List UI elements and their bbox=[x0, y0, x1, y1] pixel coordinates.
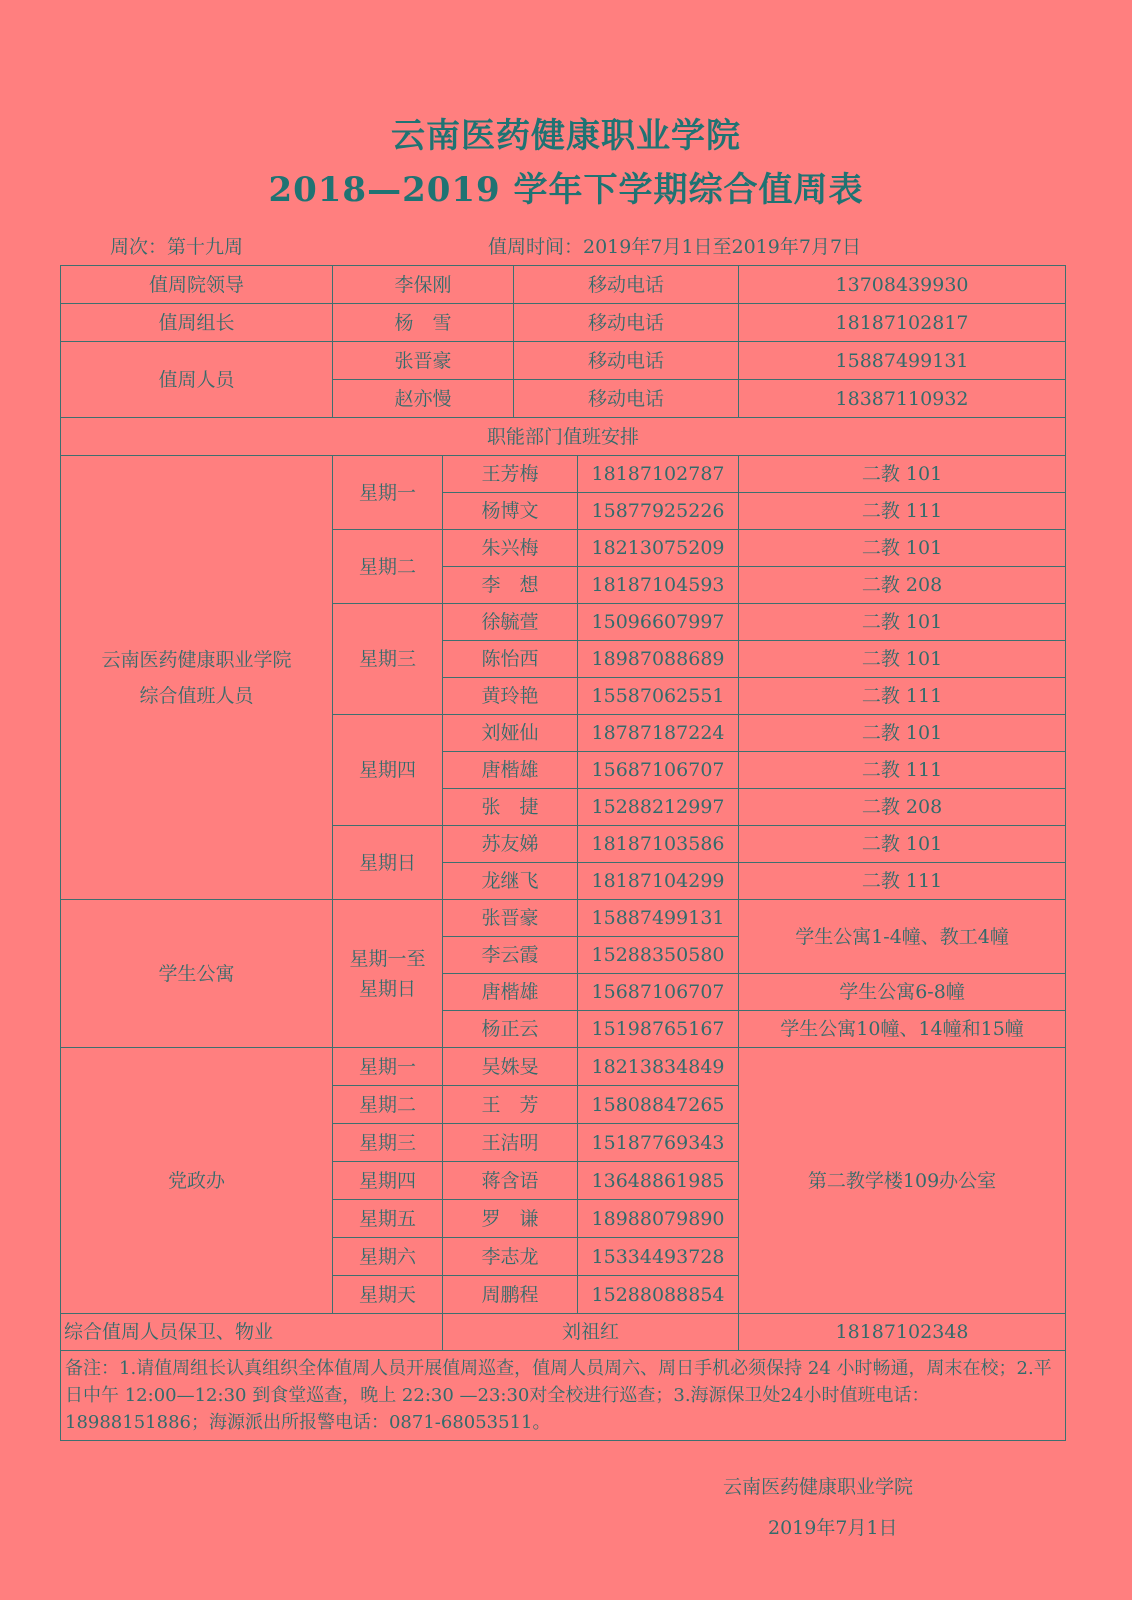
phone-cell: 13648861985 bbox=[578, 1162, 739, 1200]
staff-row bbox=[61, 342, 1066, 380]
room-cell: 二教 101 bbox=[739, 456, 1066, 493]
footer-organization: 云南医药健康职业学院 bbox=[723, 1476, 914, 1498]
staff-phone-label: 移动电话 bbox=[514, 342, 739, 380]
name-cell: 周鹏程 bbox=[443, 1276, 578, 1314]
name-cell: 张晋豪 bbox=[443, 900, 578, 937]
phone-cell: 15334493728 bbox=[578, 1238, 739, 1276]
phone-cell: 18187104299 bbox=[578, 863, 739, 900]
phone-cell: 18213834849 bbox=[578, 1048, 739, 1086]
phone-cell: 18987088689 bbox=[578, 641, 739, 678]
document-title: 云南医药健康职业学院 bbox=[391, 116, 741, 156]
room-cell: 二教 101 bbox=[739, 604, 1066, 641]
phone-cell: 18988079890 bbox=[578, 1200, 739, 1238]
phone-cell: 15687106707 bbox=[578, 752, 739, 789]
name-cell: 刘娅仙 bbox=[443, 715, 578, 752]
group-name: 杨 雪 bbox=[333, 304, 514, 342]
dorm-day-cell bbox=[333, 900, 443, 1048]
room-cell: 二教 208 bbox=[739, 567, 1066, 604]
phone-cell: 15288212997 bbox=[578, 789, 739, 826]
name-cell: 吴姝旻 bbox=[443, 1048, 578, 1086]
dorm-area-cell: 学生公寓6-8幢 bbox=[739, 974, 1066, 1011]
name-cell: 李志龙 bbox=[443, 1238, 578, 1276]
room-cell: 二教 101 bbox=[739, 715, 1066, 752]
phone-cell: 15587062551 bbox=[578, 678, 739, 715]
note-row bbox=[61, 1351, 1066, 1441]
room-cell: 二教 111 bbox=[739, 863, 1066, 900]
staff-phone-label: 移动电话 bbox=[514, 380, 739, 418]
day-cell: 星期一 bbox=[333, 456, 443, 530]
name-cell: 蒋含语 bbox=[443, 1162, 578, 1200]
section-header: 职能部门值班安排 bbox=[61, 418, 1066, 456]
table-row bbox=[61, 1048, 1066, 1086]
college-label-line2: 综合值班人员 bbox=[139, 684, 254, 707]
leader-label: 值周院领导 bbox=[61, 266, 333, 304]
day-cell: 星期一 bbox=[333, 1048, 443, 1086]
phone-cell: 15808847265 bbox=[578, 1086, 739, 1124]
name-cell: 唐楷雄 bbox=[443, 974, 578, 1011]
name-cell: 徐毓萱 bbox=[443, 604, 578, 641]
office-label: 党政办 bbox=[61, 1048, 333, 1314]
college-duty-label bbox=[61, 456, 333, 900]
staff-name: 张晋豪 bbox=[333, 342, 514, 380]
college-label-line1: 云南医药健康职业学院 bbox=[101, 648, 292, 671]
leader-phone: 13708439930 bbox=[739, 266, 1066, 304]
security-label: 综合值周人员保卫、物业 bbox=[61, 1314, 443, 1351]
day-cell: 星期三 bbox=[333, 604, 443, 715]
section-header-row bbox=[61, 418, 1066, 456]
dorm-day-line2: 星期日 bbox=[358, 977, 416, 1000]
name-cell: 杨博文 bbox=[443, 493, 578, 530]
phone-cell: 18187103586 bbox=[578, 826, 739, 863]
duty-schedule-table bbox=[60, 265, 1066, 1441]
leader-name: 李保刚 bbox=[333, 266, 514, 304]
name-cell: 杨正云 bbox=[443, 1011, 578, 1048]
staff-phone: 18387110932 bbox=[739, 380, 1066, 418]
leader-row bbox=[61, 266, 1066, 304]
footer-date: 2019年7月1日 bbox=[768, 1517, 898, 1539]
name-cell: 李云霞 bbox=[443, 937, 578, 974]
document-subtitle: 2018—2019 学年下学期综合值周表 bbox=[268, 170, 864, 210]
table-row bbox=[61, 900, 1066, 937]
day-cell: 星期四 bbox=[333, 715, 443, 826]
group-phone-label: 移动电话 bbox=[514, 304, 739, 342]
day-cell: 星期三 bbox=[333, 1124, 443, 1162]
dorm-day-line1: 星期一至 bbox=[349, 947, 426, 970]
table-row bbox=[61, 456, 1066, 493]
room-cell: 二教 101 bbox=[739, 641, 1066, 678]
week-label: 周次：第十九周 bbox=[110, 236, 244, 258]
room-cell: 二教 208 bbox=[739, 789, 1066, 826]
group-phone: 18187102817 bbox=[739, 304, 1066, 342]
day-cell: 星期二 bbox=[333, 1086, 443, 1124]
security-name: 刘祖红 bbox=[443, 1314, 739, 1351]
day-cell: 星期日 bbox=[333, 826, 443, 900]
day-cell: 星期二 bbox=[333, 530, 443, 604]
name-cell: 罗 谦 bbox=[443, 1200, 578, 1238]
day-cell: 星期六 bbox=[333, 1238, 443, 1276]
phone-cell: 18213075209 bbox=[578, 530, 739, 567]
phone-cell: 18187104593 bbox=[578, 567, 739, 604]
staff-label: 值周人员 bbox=[61, 342, 333, 418]
name-cell: 王洁明 bbox=[443, 1124, 578, 1162]
phone-cell: 15877925226 bbox=[578, 493, 739, 530]
staff-name: 赵亦慢 bbox=[333, 380, 514, 418]
note-text: 备注：1.请值周组长认真组织全体值周人员开展值周巡查，值周人员周六、周日手机必须保持 24 小时畅通，周末在校；2.平日中午 12:00—12:30 到食堂巡查，晚上 22:30 —23:30对全校进行巡查；3.海源保卫处24小时值班电话：18988151886；海源派出所报警电话：0871-68053511。 bbox=[61, 1351, 1066, 1441]
phone-cell: 15187769343 bbox=[578, 1124, 739, 1162]
phone-cell: 15198765167 bbox=[578, 1011, 739, 1048]
dorm-label: 学生公寓 bbox=[61, 900, 333, 1048]
leader-phone-label: 移动电话 bbox=[514, 266, 739, 304]
phone-cell: 15288088854 bbox=[578, 1276, 739, 1314]
name-cell: 王 芳 bbox=[443, 1086, 578, 1124]
security-row bbox=[61, 1314, 1066, 1351]
period-label: 值周时间：2019年7月1日至2019年7月7日 bbox=[488, 236, 862, 258]
name-cell: 苏友娣 bbox=[443, 826, 578, 863]
day-cell: 星期四 bbox=[333, 1162, 443, 1200]
phone-cell: 18787187224 bbox=[578, 715, 739, 752]
security-phone: 18187102348 bbox=[739, 1314, 1066, 1351]
name-cell: 黄玲艳 bbox=[443, 678, 578, 715]
dorm-area-cell: 学生公寓10幢、14幢和15幢 bbox=[739, 1011, 1066, 1048]
name-cell: 龙继飞 bbox=[443, 863, 578, 900]
name-cell: 唐楷雄 bbox=[443, 752, 578, 789]
day-cell: 星期天 bbox=[333, 1276, 443, 1314]
phone-cell: 18187102787 bbox=[578, 456, 739, 493]
name-cell: 李 想 bbox=[443, 567, 578, 604]
room-cell: 二教 101 bbox=[739, 826, 1066, 863]
phone-cell: 15687106707 bbox=[578, 974, 739, 1011]
room-cell: 二教 111 bbox=[739, 678, 1066, 715]
name-cell: 张 捷 bbox=[443, 789, 578, 826]
group-label: 值周组长 bbox=[61, 304, 333, 342]
group-leader-row bbox=[61, 304, 1066, 342]
phone-cell: 15096607997 bbox=[578, 604, 739, 641]
name-cell: 陈怡西 bbox=[443, 641, 578, 678]
room-cell: 二教 111 bbox=[739, 752, 1066, 789]
room-cell: 二教 111 bbox=[739, 493, 1066, 530]
office-location: 第二教学楼109办公室 bbox=[739, 1048, 1066, 1314]
name-cell: 朱兴梅 bbox=[443, 530, 578, 567]
name-cell: 王芳梅 bbox=[443, 456, 578, 493]
staff-phone: 15887499131 bbox=[739, 342, 1066, 380]
room-cell: 二教 101 bbox=[739, 530, 1066, 567]
day-cell: 星期五 bbox=[333, 1200, 443, 1238]
phone-cell: 15887499131 bbox=[578, 900, 739, 937]
phone-cell: 15288350580 bbox=[578, 937, 739, 974]
dorm-area-cell: 学生公寓1-4幢、教工4幢 bbox=[739, 900, 1066, 974]
